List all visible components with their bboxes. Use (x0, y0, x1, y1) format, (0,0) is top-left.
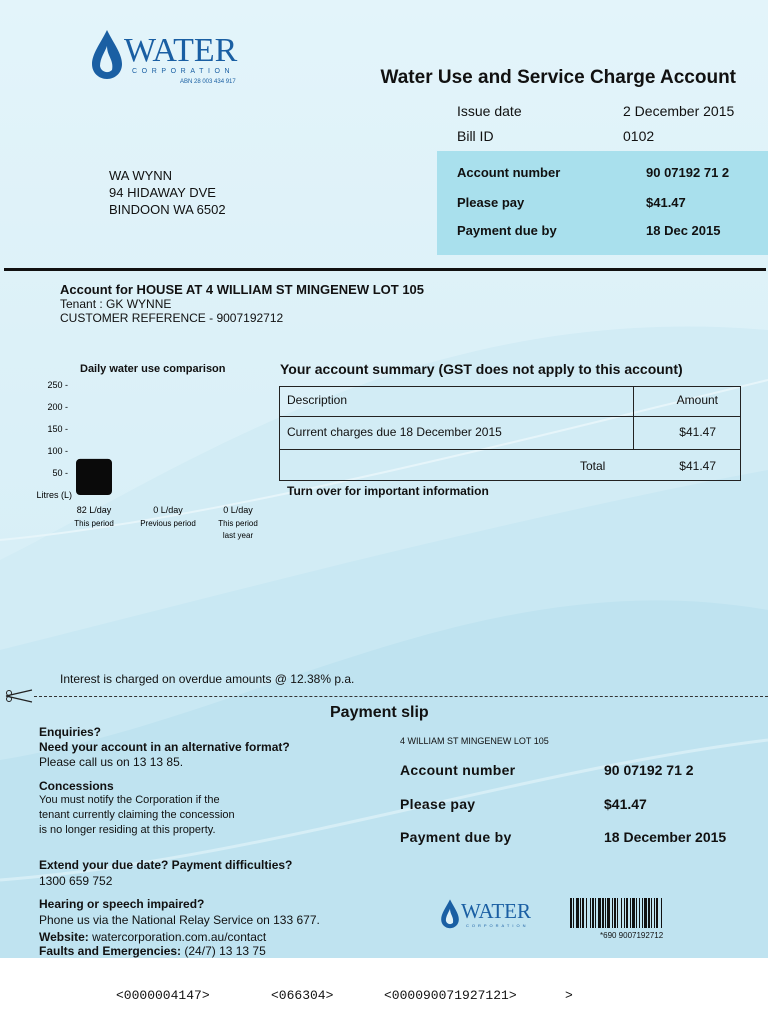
logo-small-wordmark: WATER (461, 899, 531, 923)
enquiries-heading: Enquiries? (39, 725, 102, 739)
slip-please-pay-value: $41.47 (604, 796, 647, 812)
water-drop-logo-icon (90, 28, 124, 80)
column-header-description: Description (287, 393, 348, 407)
turn-over-note: Turn over for important information (287, 484, 489, 498)
issue-date-label: Issue date (457, 103, 522, 119)
hearing-impaired-heading: Hearing or speech impaired? (39, 897, 205, 911)
slip-account-number-value: 90 07192 71 2 (604, 762, 694, 778)
y-tick-label: 150 - (47, 424, 68, 434)
water-drop-logo-small-icon (440, 898, 460, 929)
logo-small-subline: CORPORATION (466, 923, 529, 928)
website-link[interactable]: watercorporation.com.au/contact (92, 930, 267, 944)
document-title: Water Use and Service Charge Account (380, 67, 736, 88)
data-label: 0 L/day (153, 505, 183, 515)
header-divider (4, 268, 766, 271)
faults-line (39, 944, 266, 958)
category-label: last year (222, 531, 254, 540)
ocr-code-3: <000090071927121> (384, 988, 517, 1003)
daily-water-use-chart (20, 375, 270, 545)
charge-amount: $41.47 (679, 425, 716, 439)
data-label: 0 L/day (223, 505, 253, 515)
summary-table (279, 386, 741, 481)
please-pay-label: Please pay (457, 195, 525, 210)
issue-date-value: 2 December 2015 (623, 103, 735, 119)
ocr-code-2: <066304> (271, 988, 334, 1003)
slip-payment-due-label: Payment due by (400, 829, 512, 845)
call-us-text: Please call us on 13 13 85. (39, 755, 184, 769)
y-tick-label: 100 - (47, 446, 68, 456)
barcode-number: *690 9007192712 (600, 931, 664, 940)
slip-property-address: 4 WILLIAM ST MINGENEW LOT 105 (400, 736, 549, 746)
logo-subline: CORPORATION (132, 68, 235, 75)
hearing-impaired-text: Phone us via the National Relay Service on 133 677. (39, 913, 320, 927)
tear-off-line (34, 696, 768, 697)
charge-description: Current charges due 18 December 2015 (287, 425, 502, 439)
table-total-row (280, 450, 740, 481)
address-line-3: BINDOON WA 6502 (109, 202, 226, 217)
total-label: Total (580, 459, 606, 473)
concessions-heading: Concessions (39, 779, 114, 793)
y-axis-label: Litres (L) (36, 490, 72, 500)
bar (76, 459, 112, 495)
y-tick-label: 200 - (47, 402, 68, 412)
bill-id-label: Bill ID (457, 128, 494, 144)
address-line-1: WA WYNN (109, 168, 173, 183)
please-pay-value: $41.47 (646, 195, 686, 210)
column-header-amount: Amount (676, 393, 718, 407)
category-label: Previous period (140, 519, 196, 528)
ocr-code-1: <0000004147> (116, 988, 210, 1003)
payment-due-value: 18 Dec 2015 (646, 223, 721, 238)
category-label: This period (74, 519, 114, 528)
barcode-icon (570, 898, 728, 928)
concessions-line-1: You must notify the Corporation if the (39, 794, 220, 806)
concessions-line-3: is no longer residing at this property. (39, 824, 216, 836)
table-header-row (280, 387, 740, 417)
category-label: This period (218, 519, 258, 528)
account-for-property: Account for HOUSE AT 4 WILLIAM ST MINGENEW LOT 105 (60, 282, 425, 297)
alt-format-heading: Need your account in an alternative format? (39, 740, 290, 754)
account-number-label: Account number (457, 165, 561, 180)
website-line (39, 930, 266, 944)
total-amount: $41.47 (679, 459, 716, 473)
faults-phone: (24/7) 13 13 75 (184, 944, 266, 958)
table-row (280, 416, 740, 450)
summary-title: Your account summary (GST does not apply to this account) (280, 361, 683, 377)
extend-due-date-heading: Extend your due date? Payment difficulties? (39, 858, 293, 872)
address-line-2: 94 HIDAWAY DVE (109, 185, 216, 200)
data-label: 82 L/day (76, 505, 112, 515)
concessions-line-2: tenant currently claiming the concession (39, 809, 235, 821)
scissors-icon (4, 686, 34, 706)
slip-account-number-label: Account number (400, 762, 516, 778)
bill-id-value: 0102 (623, 128, 655, 144)
y-tick-label: 250 - (47, 380, 68, 390)
chart-title: Daily water use comparison (80, 363, 226, 375)
logo-wordmark: WATER (124, 32, 238, 69)
payment-slip-title: Payment slip (330, 704, 429, 721)
interest-note: Interest is charged on overdue amounts @ 12.38% p.a. (60, 672, 355, 686)
slip-please-pay-label: Please pay (400, 796, 476, 812)
website-label: Website: (39, 930, 89, 944)
payment-due-label: Payment due by (457, 223, 557, 238)
account-number-value: 90 07192 71 2 (646, 165, 730, 180)
faults-label: Faults and Emergencies: (39, 944, 182, 958)
customer-reference: CUSTOMER REFERENCE - 9007192712 (60, 311, 284, 325)
extend-due-date-phone: 1300 659 752 (39, 874, 113, 888)
y-tick-label: 50 - (52, 468, 68, 478)
logo-abn: ABN 28 003 434 917 (180, 79, 236, 85)
ocr-code-end: > (565, 988, 573, 1003)
slip-payment-due-value: 18 December 2015 (604, 829, 727, 845)
tenant-name: Tenant : GK WYNNE (60, 297, 172, 311)
